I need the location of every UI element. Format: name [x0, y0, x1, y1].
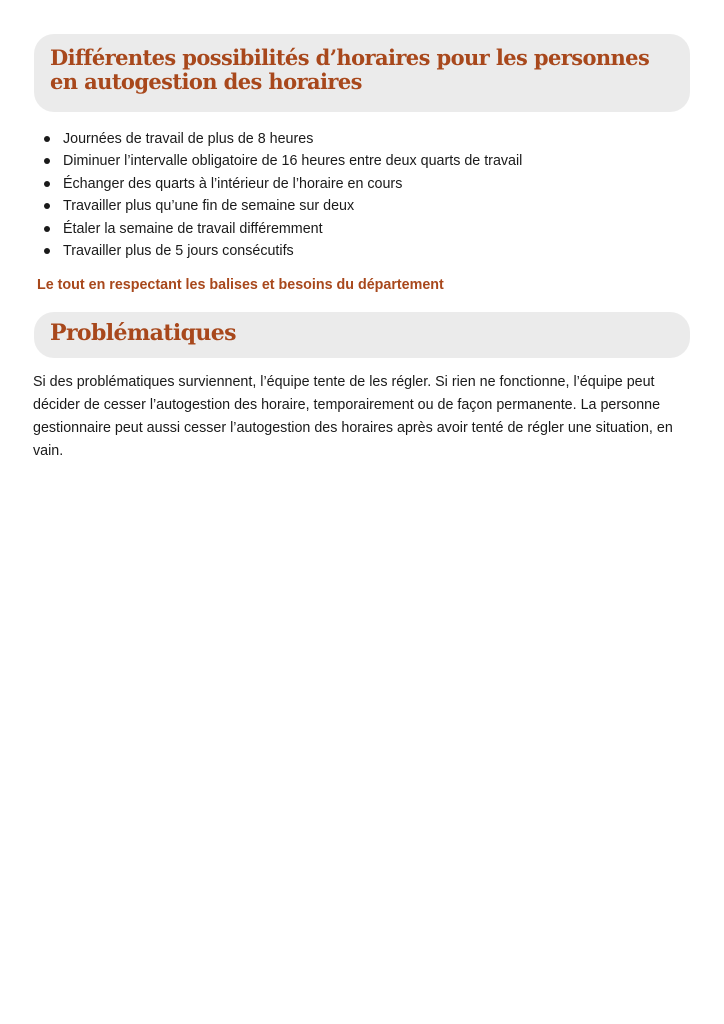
section-title-horaires: Différentes possibilités d’horaires pour les personnes en autogestion des horaires	[50, 45, 650, 94]
list-item	[42, 218, 522, 240]
bullet-icon	[44, 248, 50, 254]
bullet-icon	[44, 158, 50, 164]
list-item	[42, 150, 522, 172]
list-item	[42, 195, 522, 217]
list-item-text: Diminuer l’intervalle obligatoire de 16 heures entre deux quarts de travail	[63, 153, 523, 170]
bullet-icon	[44, 203, 50, 209]
list-item-text: Étaler la semaine de travail différemment	[63, 220, 323, 237]
list-item-text: Échanger des quarts à l’intérieur de l’horaire en cours	[63, 175, 403, 192]
section-heading-problematiques	[34, 312, 690, 358]
list-item	[42, 240, 522, 262]
problematiques-paragraph: Si des problématiques surviennent, l’équipe tente de les régler. Si rien ne fonctionne, l’équipe peut décider de cesser l’autogestion des horaire, temporairement ou de façon permanente. La personne gestionnaire peut aussi cesser l’autogestion des horaires après avoir tenté de régler une situation, en vain.	[33, 374, 673, 459]
list-item-text: Travailler plus qu’une fin de semaine sur deux	[63, 198, 355, 215]
list-item-text: Travailler plus de 5 jours consécutifs	[63, 243, 294, 260]
list-item	[42, 128, 522, 150]
section-heading-horaires	[34, 34, 690, 112]
department-note: Le tout en respectant les balises et besoins du département	[37, 277, 444, 293]
bullet-icon	[44, 226, 50, 232]
bullet-icon	[44, 136, 50, 142]
section-title-problematiques: Problématiques	[50, 320, 236, 346]
possibilities-list	[42, 128, 522, 262]
list-item-text: Journées de travail de plus de 8 heures	[63, 131, 314, 147]
list-item	[42, 173, 522, 195]
bullet-icon	[44, 181, 50, 187]
